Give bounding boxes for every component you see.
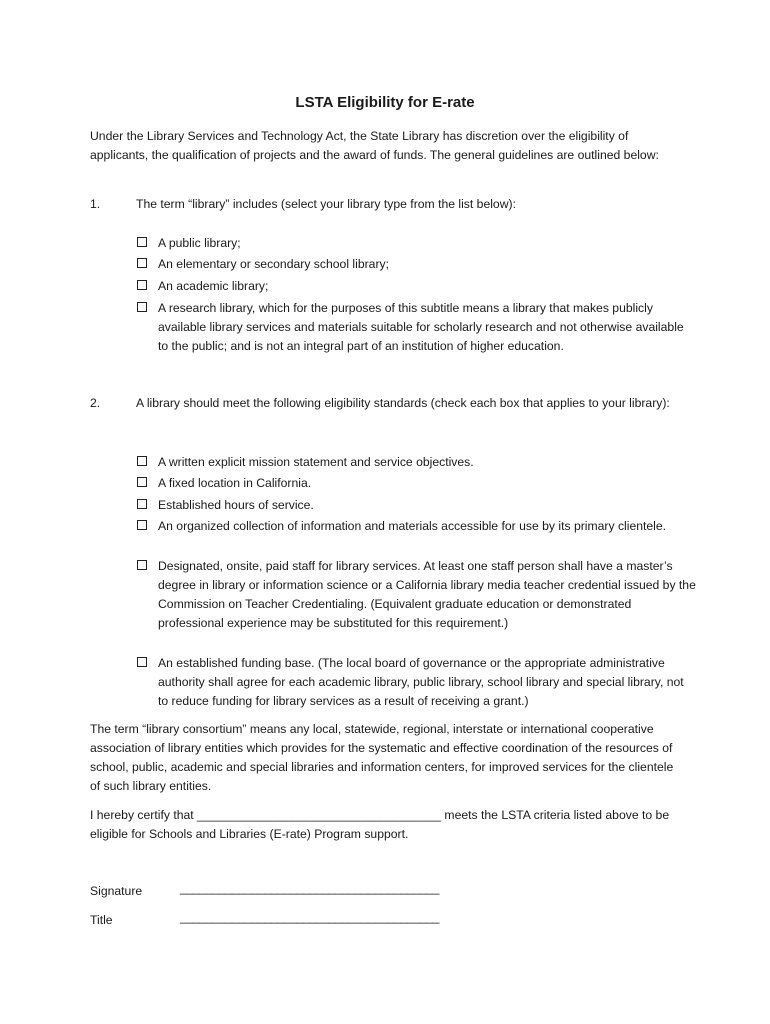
library-type-option[interactable] [137,255,697,274]
option-label: Established hours of service. [158,498,314,512]
option-label: An academic library; [158,279,269,293]
eligibility-option[interactable] [137,517,697,536]
option-label: An organized collection of information and materials accessible for use by its primary clientele. [158,519,667,533]
eligibility-option[interactable] [137,654,697,711]
option-label: A research library, which for the purposes of this subtitle means a library that makes publicly available library services and materials suitable for scholarly research and not otherwise available to the public; and is not an integral part of an institution of higher education. [158,301,684,353]
checkbox[interactable] [137,477,147,487]
section-1-text: The term “library” includes (select your library type from the list below): [136,197,516,211]
signature-field[interactable]: ________________________________________ [180,881,440,895]
section-2-text: A library should meet the following eligibility standards (check each box that applies to your library): [136,396,670,410]
checkbox[interactable] [137,237,147,247]
checkbox[interactable] [137,560,147,570]
option-label: An elementary or secondary school library; [158,257,389,271]
eligibility-option[interactable] [137,496,697,515]
option-label: A public library; [158,236,241,250]
checkbox[interactable] [137,520,147,530]
title-field[interactable]: ________________________________________ [180,910,440,924]
checkbox[interactable] [137,258,147,268]
page-title: LSTA Eligibility for E-rate [295,94,475,111]
option-label: A written explicit mission statement and service objectives. [158,455,474,469]
intro-paragraph: Under the Library Services and Technology Act, the State Library has discretion over the eligibility of applicants, the qualification of projects and the award of funds. The general guidelines are outlined below: [90,129,659,162]
consortium-paragraph: The term “library consortium” means any local, statewide, regional, interstate or international cooperative association of library entities which provides for the systematic and effective coordination of the resources of school, public, academic and special libraries and information centers, for improved services for the clientele of such library entities. [90,722,674,793]
option-label: Designated, onsite, paid staff for library services. At least one staff person shall have a master’s degree in library or information science or a California library media teacher credential issued by the Commission on Teacher Credentialing. (Equivalent graduate education or demonstrated professional experience may be substituted for this requirement.) [158,559,696,630]
checkbox[interactable] [137,280,147,290]
eligibility-option[interactable] [137,474,697,493]
checkbox[interactable] [137,499,147,509]
section-1-number: 1. [90,197,101,211]
section-2-number: 2. [90,396,101,410]
eligibility-option[interactable] [137,453,697,472]
signature-label: Signature [90,884,143,898]
checkbox[interactable] [137,456,147,466]
checkbox[interactable] [137,657,147,667]
option-label: A fixed location in California. [158,476,312,490]
library-type-option[interactable] [137,234,697,253]
checkbox[interactable] [137,302,147,312]
library-type-option[interactable] [137,299,697,356]
certify-paragraph: I hereby certify that ____________________________________ meets the LSTA criteria listed above to be eligible for Schools and Libraries (E-rate) Program support. [90,808,670,841]
option-label: An established funding base. (The local board of governance or the appropriate administrative authority shall agree for each academic library, public library, school library and special library, not to reduce funding for library services as a result of receiving a grant.) [158,656,684,708]
title-label: Title [90,913,113,927]
eligibility-option[interactable] [137,557,697,633]
library-type-option[interactable] [137,277,697,296]
